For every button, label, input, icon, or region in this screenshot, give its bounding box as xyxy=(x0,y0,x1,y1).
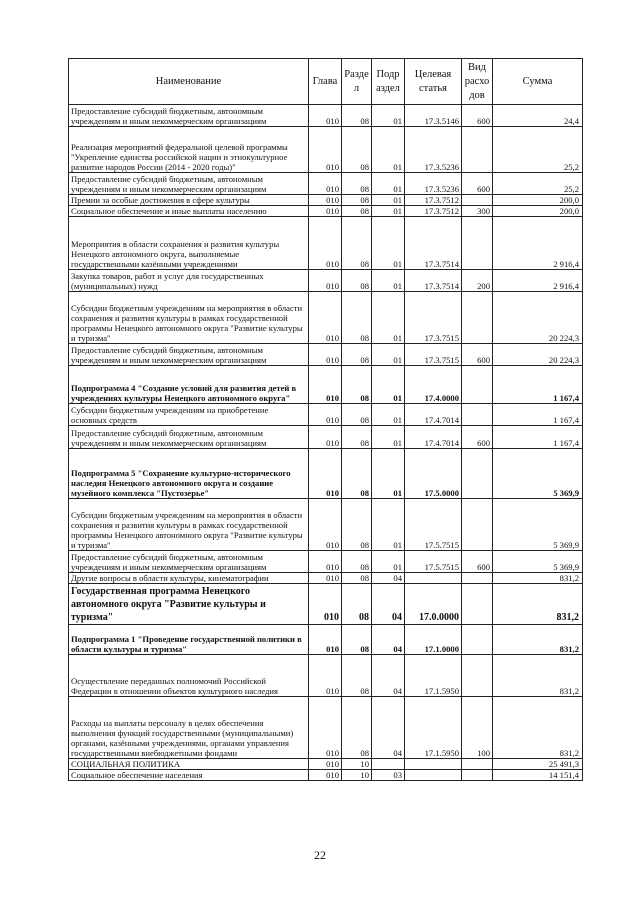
cell-target: 17.5.7515 xyxy=(405,551,462,573)
cell-podrazdel: 01 xyxy=(372,105,405,127)
cell-name: СОЦИАЛЬНАЯ ПОЛИТИКА xyxy=(69,759,309,770)
table-row xyxy=(69,292,583,344)
cell-name: Социальное обеспечение и иные выплаты населению xyxy=(69,206,309,217)
cell-target: 17.0.0000 xyxy=(405,584,462,625)
cell-target: 17.3.5146 xyxy=(405,105,462,127)
cell-razdel: 08 xyxy=(342,206,372,217)
table-body xyxy=(69,105,583,781)
table-row xyxy=(69,697,583,759)
cell-vid: 600 xyxy=(462,426,493,449)
cell-razdel: 08 xyxy=(342,573,372,584)
table-row xyxy=(69,127,583,173)
cell-razdel: 10 xyxy=(342,759,372,770)
cell-vid xyxy=(462,655,493,697)
cell-glava: 010 xyxy=(309,426,342,449)
cell-glava: 010 xyxy=(309,770,342,781)
cell-target: 17.1.5950 xyxy=(405,697,462,759)
cell-vid xyxy=(462,217,493,270)
cell-vid xyxy=(462,404,493,426)
budget-table xyxy=(68,58,583,781)
cell-podrazdel: 01 xyxy=(372,292,405,344)
cell-podrazdel: 01 xyxy=(372,206,405,217)
cell-razdel: 08 xyxy=(342,366,372,404)
cell-glava: 010 xyxy=(309,697,342,759)
cell-vid: 600 xyxy=(462,173,493,195)
cell-name: Субсидии бюджетным учреждениям на мероприятия в области сохранения и развития культуры в рамках государственной программы Ненецкого автономного округа "Развитие культуры и туризма" xyxy=(69,292,309,344)
cell-razdel: 10 xyxy=(342,770,372,781)
cell-podrazdel: 01 xyxy=(372,426,405,449)
cell-podrazdel: 01 xyxy=(372,366,405,404)
cell-podrazdel: 01 xyxy=(372,127,405,173)
cell-razdel: 08 xyxy=(342,625,372,655)
table-row xyxy=(69,426,583,449)
cell-sum: 1 167,4 xyxy=(493,426,583,449)
cell-name: Подпрограмма 4 "Создание условий для развития детей в учреждениях культуры Ненецкого автономного округа" xyxy=(69,366,309,404)
cell-sum: 831,2 xyxy=(493,573,583,584)
cell-podrazdel: 01 xyxy=(372,404,405,426)
header-razdel: Разде л xyxy=(342,59,372,105)
cell-podrazdel: 01 xyxy=(372,344,405,366)
cell-glava: 010 xyxy=(309,759,342,770)
cell-vid xyxy=(462,759,493,770)
cell-target: 17.5.0000 xyxy=(405,449,462,499)
cell-razdel: 08 xyxy=(342,655,372,697)
header-podrazdel: Подр аздел xyxy=(372,59,405,105)
cell-name: Предоставление субсидий бюджетным, автономным учреждениям и иным некоммерческим организациям xyxy=(69,551,309,573)
cell-name: Предоставление субсидий бюджетным, автономным учреждениям и иным некоммерческим организациям xyxy=(69,344,309,366)
cell-sum: 20 224,3 xyxy=(493,292,583,344)
cell-podrazdel: 03 xyxy=(372,770,405,781)
cell-name: Субсидии бюджетным учреждениям на мероприятия в области сохранения и развития культуры в рамках государственной программы Ненецкого автономного округа "Развитие культуры и туризма" xyxy=(69,499,309,551)
cell-glava: 010 xyxy=(309,270,342,292)
cell-razdel: 08 xyxy=(342,195,372,206)
cell-glava: 010 xyxy=(309,105,342,127)
cell-name: Другие вопросы в области культуры, кинематографии xyxy=(69,573,309,584)
cell-name: Подпрограмма 5 "Сохранение культурно-исторического наследия Ненецкого автономного округа и создание музейного комплекса "Пустозерье" xyxy=(69,449,309,499)
cell-glava: 010 xyxy=(309,625,342,655)
cell-target xyxy=(405,770,462,781)
table-row xyxy=(69,625,583,655)
cell-razdel: 08 xyxy=(342,127,372,173)
cell-target: 17.3.7514 xyxy=(405,217,462,270)
cell-target: 17.3.7512 xyxy=(405,206,462,217)
cell-sum: 5 369,9 xyxy=(493,551,583,573)
cell-podrazdel: 04 xyxy=(372,625,405,655)
cell-razdel: 08 xyxy=(342,449,372,499)
table-row xyxy=(69,499,583,551)
cell-name: Мероприятия в области сохранения и развития культуры Ненецкого автономного округа, выполняемые государственными казёнными учреждениями xyxy=(69,217,309,270)
cell-name: Государственная программа Ненецкого автономного округа "Развитие культуры и туризма" xyxy=(69,584,309,625)
table-row xyxy=(69,217,583,270)
table-row xyxy=(69,344,583,366)
cell-sum: 20 224,3 xyxy=(493,344,583,366)
cell-vid: 600 xyxy=(462,344,493,366)
cell-razdel: 08 xyxy=(342,344,372,366)
cell-podrazdel: 01 xyxy=(372,499,405,551)
cell-sum: 25 491,3 xyxy=(493,759,583,770)
cell-name: Премии за особые достижения в сфере культуры xyxy=(69,195,309,206)
cell-vid xyxy=(462,573,493,584)
table-row xyxy=(69,270,583,292)
page-number: 22 xyxy=(314,848,326,862)
cell-target: 17.4.0000 xyxy=(405,366,462,404)
cell-target: 17.4.7014 xyxy=(405,404,462,426)
cell-razdel: 08 xyxy=(342,292,372,344)
table-row xyxy=(69,195,583,206)
cell-vid xyxy=(462,292,493,344)
cell-name: Расходы на выплаты персоналу в целях обеспечения выполнения функций государственными (муниципальными) органами, казёнными учреждениями, органами управления государственными внебюджетными фондами xyxy=(69,697,309,759)
cell-glava: 010 xyxy=(309,404,342,426)
cell-glava: 010 xyxy=(309,206,342,217)
cell-sum: 14 151,4 xyxy=(493,770,583,781)
cell-podrazdel: 01 xyxy=(372,551,405,573)
cell-vid xyxy=(462,499,493,551)
cell-sum: 1 167,4 xyxy=(493,404,583,426)
cell-target: 17.3.7515 xyxy=(405,344,462,366)
cell-target: 17.4.7014 xyxy=(405,426,462,449)
cell-name: Предоставление субсидий бюджетным, автономным учреждениям и иным некоммерческим организациям xyxy=(69,173,309,195)
cell-glava: 010 xyxy=(309,499,342,551)
cell-sum: 25,2 xyxy=(493,173,583,195)
table-row xyxy=(69,573,583,584)
cell-name: Субсидии бюджетным учреждениям на приобретение основных средств xyxy=(69,404,309,426)
table-row xyxy=(69,366,583,404)
cell-sum: 200,0 xyxy=(493,206,583,217)
header-sum: Сумма xyxy=(493,59,583,105)
cell-target: 17.3.7514 xyxy=(405,270,462,292)
cell-podrazdel: 01 xyxy=(372,173,405,195)
cell-vid: 200 xyxy=(462,270,493,292)
cell-sum: 831,2 xyxy=(493,625,583,655)
cell-vid: 300 xyxy=(462,206,493,217)
cell-glava: 010 xyxy=(309,573,342,584)
cell-target: 17.5.7515 xyxy=(405,499,462,551)
cell-sum: 831,2 xyxy=(493,697,583,759)
cell-sum: 5 369,9 xyxy=(493,449,583,499)
cell-vid xyxy=(462,127,493,173)
cell-target: 17.3.7512 xyxy=(405,195,462,206)
table-row xyxy=(69,404,583,426)
cell-sum: 2 916,4 xyxy=(493,270,583,292)
cell-name: Предоставление субсидий бюджетным, автономным учреждениям и иным некоммерческим организациям xyxy=(69,105,309,127)
cell-vid xyxy=(462,449,493,499)
cell-vid xyxy=(462,366,493,404)
cell-name: Осуществление переданных полномочий Российской Федерации в отношении объектов культурного наследия xyxy=(69,655,309,697)
table-header-row xyxy=(69,59,583,105)
cell-target: 17.3.5236 xyxy=(405,173,462,195)
cell-target: 17.1.5950 xyxy=(405,655,462,697)
cell-glava: 010 xyxy=(309,127,342,173)
cell-podrazdel: 01 xyxy=(372,270,405,292)
cell-name: Предоставление субсидий бюджетным, автономным учреждениям и иным некоммерческим организациям xyxy=(69,426,309,449)
cell-podrazdel: 04 xyxy=(372,573,405,584)
cell-sum: 2 916,4 xyxy=(493,217,583,270)
cell-glava: 010 xyxy=(309,292,342,344)
cell-name: Подпрограмма 1 "Проведение государственной политики в области культуры и туризма" xyxy=(69,625,309,655)
header-glava: Глава xyxy=(309,59,342,105)
cell-target: 17.3.7515 xyxy=(405,292,462,344)
header-target: Целевая статья xyxy=(405,59,462,105)
table-row xyxy=(69,759,583,770)
header-vid: Вид расхо дов xyxy=(462,59,493,105)
table-row xyxy=(69,770,583,781)
cell-vid: 600 xyxy=(462,105,493,127)
cell-sum: 1 167,4 xyxy=(493,366,583,404)
cell-glava: 010 xyxy=(309,173,342,195)
cell-podrazdel: 01 xyxy=(372,195,405,206)
cell-podrazdel: 01 xyxy=(372,217,405,270)
cell-glava: 010 xyxy=(309,195,342,206)
cell-podrazdel: 04 xyxy=(372,584,405,625)
cell-podrazdel: 04 xyxy=(372,697,405,759)
cell-vid xyxy=(462,770,493,781)
cell-target xyxy=(405,759,462,770)
cell-razdel: 08 xyxy=(342,584,372,625)
cell-razdel: 08 xyxy=(342,217,372,270)
cell-glava: 010 xyxy=(309,655,342,697)
cell-podrazdel xyxy=(372,759,405,770)
cell-sum: 24,4 xyxy=(493,105,583,127)
cell-glava: 010 xyxy=(309,344,342,366)
cell-vid: 100 xyxy=(462,697,493,759)
table-row xyxy=(69,105,583,127)
cell-target xyxy=(405,573,462,584)
cell-vid xyxy=(462,195,493,206)
cell-razdel: 08 xyxy=(342,105,372,127)
cell-target: 17.3.5236 xyxy=(405,127,462,173)
cell-vid: 600 xyxy=(462,551,493,573)
cell-vid xyxy=(462,584,493,625)
table-row xyxy=(69,551,583,573)
cell-razdel: 08 xyxy=(342,426,372,449)
cell-razdel: 08 xyxy=(342,697,372,759)
cell-sum: 25,2 xyxy=(493,127,583,173)
cell-razdel: 08 xyxy=(342,270,372,292)
cell-target: 17.1.0000 xyxy=(405,625,462,655)
cell-glava: 010 xyxy=(309,449,342,499)
cell-razdel: 08 xyxy=(342,404,372,426)
cell-podrazdel: 01 xyxy=(372,449,405,499)
cell-glava: 010 xyxy=(309,551,342,573)
cell-podrazdel: 04 xyxy=(372,655,405,697)
table-row xyxy=(69,449,583,499)
cell-glava: 010 xyxy=(309,217,342,270)
cell-name: Закупка товаров, работ и услуг для государственных (муниципальных) нужд xyxy=(69,270,309,292)
table-row xyxy=(69,173,583,195)
cell-name: Реализация мероприятий федеральной целевой программы "Укрепление единства российской нации и этнокультурное развитие народов России (2014 - 2020 годы)" xyxy=(69,127,309,173)
table-row xyxy=(69,584,583,625)
header-name: Наименование xyxy=(69,59,309,105)
cell-sum: 831,2 xyxy=(493,584,583,625)
cell-razdel: 08 xyxy=(342,551,372,573)
cell-sum: 200,0 xyxy=(493,195,583,206)
table-row xyxy=(69,655,583,697)
cell-razdel: 08 xyxy=(342,173,372,195)
cell-name: Социальное обеспечение населения xyxy=(69,770,309,781)
cell-glava: 010 xyxy=(309,584,342,625)
cell-sum: 5 369,9 xyxy=(493,499,583,551)
cell-razdel: 08 xyxy=(342,499,372,551)
cell-vid xyxy=(462,625,493,655)
cell-sum: 831,2 xyxy=(493,655,583,697)
cell-glava: 010 xyxy=(309,366,342,404)
table-row xyxy=(69,206,583,217)
